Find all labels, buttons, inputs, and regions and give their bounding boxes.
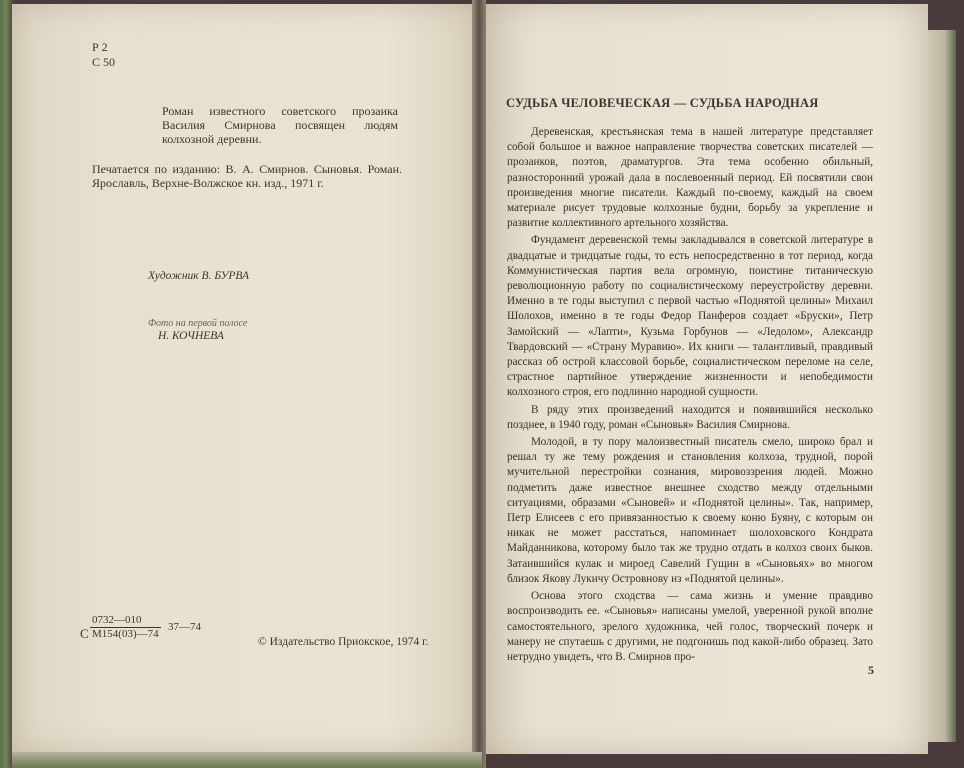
bbk-codes <box>92 40 115 70</box>
book-spine <box>472 0 486 768</box>
photo-credit-name: Н. КОЧНЕВА <box>158 330 224 342</box>
printed-from-note: Печатается по изданию: В. А. Смирнов. Сыновья. Роман. Ярославль, Верхне-Волжское кн. изд., 1971 г. <box>92 162 402 190</box>
index-denominator: М154(03)—74 <box>92 628 159 640</box>
chapter-heading: СУДЬБА ЧЕЛОВЕЧЕСКАЯ — СУДЬБА НАРОДНАЯ <box>506 96 819 110</box>
paragraph: Деревенская, крестьянская тема в нашей литературе представляет собой большое и важное направление творчества советских писателей — прозаиков, поэтов, драматургов. Эта тема особенно обильный, разносторонний урожай дала в послевоенный период. Ей посвятили свои произведения многие писатели. Каждый по-своему, каждый на своем материале рисует трудовые колхозные будни, борьбу за укрепление и развитие коллективного артельного хозяйства. <box>507 126 873 230</box>
author-mark: С 50 <box>92 55 116 69</box>
paragraph: В ряду этих произведений находится и появившийся несколько позднее, в 1940 году, роман «Сыновья» Василия Смирнова. <box>507 403 873 431</box>
page-number: 5 <box>868 663 874 677</box>
index-numerator: 0732—010 <box>90 614 161 628</box>
paragraph: Молодой, в ту пору малоизвестный писатель смело, широко брал и решал ту же тему рождения и становления колхоза, трудной, порой мучительной перестройки сознания, мировоззрения людей. Можно подметить даже известное внешнее сходство между отдельными ситуациями, образами «Сыновей» и «Поднятой целины». Так, например, Петр Елисеев с его привязанностью к своему коню Буяну, с которым он никак не может расстаться, напоминает шолоховского Кондрата Майданникова, которому было так же трудно отдать в колхоз своих быков. Затаившийся кулак и мироед Савелий Гущин в «Сыновьях» во многом близок Якову Лукичу Островнову из «Поднятой целины». <box>507 436 873 585</box>
publisher-copyright: © Издательство Приокское, 1974 г. <box>258 636 429 648</box>
index-letter: С <box>80 626 89 641</box>
body-text <box>507 125 873 667</box>
bbk-code: Р 2 <box>92 40 108 54</box>
photo-credit-label: Фото на первой полосе <box>148 318 248 329</box>
artist-credit: Художник В. БУРВА <box>148 270 250 282</box>
index-suffix: 37—74 <box>168 621 201 633</box>
paragraph: Основа этого сходства — сама жизнь и умение правдиво воспроизводить ее. «Сыновья» написаны умелой, уверенной рукой вполне самостоятельного, зрелого художника, чей голос, творческий почерк и манеру не спутаешь с другими, не подгонишь под какой-либо образец. Зато нетрудно увидеть, что В. Смирнов про- <box>507 590 873 663</box>
bottom-edge <box>12 752 482 768</box>
page-stack-edge <box>928 30 956 742</box>
paragraph: Фундамент деревенской темы закладывался в советской литературе в двадцатые и тридцатые годы, то есть непосредственно в тот период, когда Коммунистическая партия вела огромную, поистине титаническую революционную работу по социалистическому переустройству деревни. Именно в те годы выступил с первой частью «Поднятой целины» Михаил Шолохов, именно в те годы Федор Панферов создает «Бруски», Петр Замойский — «Лапти», Кузьма Горбунов — «Ледолом», Александр Твардовский — «Страну Муравию». Их книги — талантливый, правдивый рассказ об острой классовой борьбе, социалистическом переломе на селе, страстное партийное утверждение жизненности и непобедимости колхозного строя, его подлинно народной сущности. <box>507 234 873 399</box>
annotation: Роман известного советского прозаика Василия Смирнова посвящен людям колхозной деревни. <box>162 104 398 146</box>
index-fraction <box>90 614 161 641</box>
